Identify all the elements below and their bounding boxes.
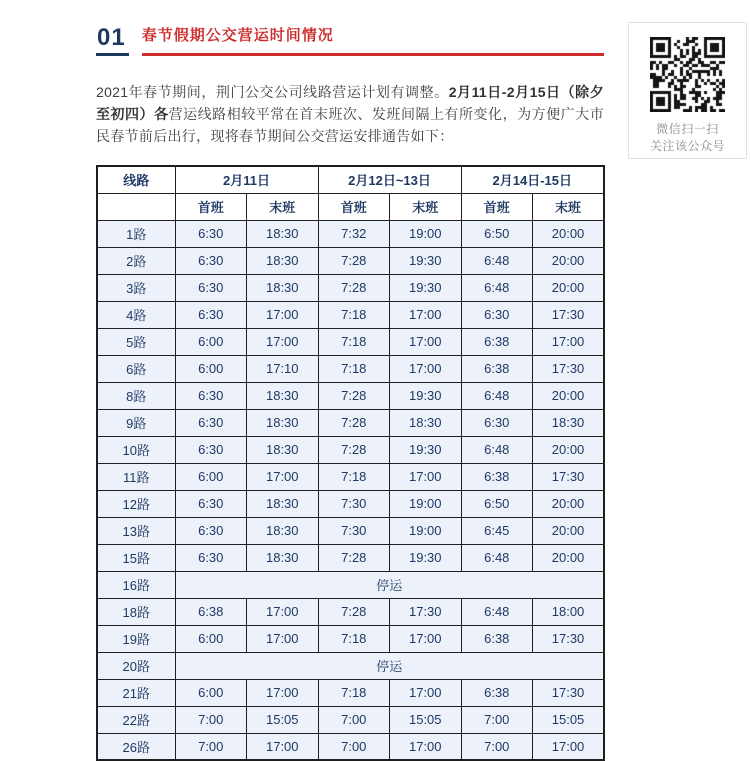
- table-row: [97, 706, 604, 733]
- time-cell: 18:30: [247, 220, 319, 247]
- time-cell: 7:18: [318, 463, 390, 490]
- time-cell: 17:30: [533, 301, 605, 328]
- time-cell: 17:00: [390, 328, 462, 355]
- time-cell: 6:30: [175, 274, 247, 301]
- table-row: [97, 517, 604, 544]
- time-cell: 6:38: [461, 355, 533, 382]
- time-cell: 19:30: [390, 382, 462, 409]
- qr-code-panel: [628, 22, 747, 159]
- table-row: [97, 301, 604, 328]
- time-cell: 17:00: [390, 355, 462, 382]
- time-cell: 6:00: [175, 355, 247, 382]
- qr-caption: [650, 121, 725, 155]
- qr-caption-line2: 关注该公众号: [649, 139, 725, 153]
- route-cell: 15路: [97, 544, 175, 571]
- time-cell: 17:30: [533, 355, 605, 382]
- time-cell: 20:00: [533, 382, 605, 409]
- time-cell: 6:38: [461, 328, 533, 355]
- time-cell: 6:00: [175, 679, 247, 706]
- table-row: [97, 409, 604, 436]
- time-cell: 6:30: [175, 220, 247, 247]
- time-cell: 6:00: [175, 625, 247, 652]
- route-cell: 5路: [97, 328, 175, 355]
- time-cell: 7:28: [318, 544, 390, 571]
- section-number-block: [96, 26, 129, 56]
- time-cell: 7:00: [175, 706, 247, 733]
- time-cell: 7:32: [318, 220, 390, 247]
- qr-caption-line1: 微信扫一扫: [656, 122, 719, 136]
- route-cell: 26路: [97, 733, 175, 760]
- route-subheader-spacer: [97, 193, 175, 220]
- qr-code: [650, 37, 725, 112]
- time-cell: 17:00: [533, 328, 605, 355]
- time-cell: 19:30: [390, 274, 462, 301]
- time-cell: 17:00: [247, 598, 319, 625]
- time-cell: 18:30: [533, 409, 605, 436]
- route-cell: 19路: [97, 625, 175, 652]
- time-cell: 6:30: [175, 247, 247, 274]
- intro-text-post: 营运线路相较平常在首末班次、发班间隔上有所变化，为方便广大市民春节前后出行，现将春节期间公交营运安排通告如下：: [96, 106, 605, 144]
- time-cell: 6:38: [461, 463, 533, 490]
- section-title-block: [142, 24, 604, 56]
- intro-paragraph: [96, 81, 604, 147]
- time-cell: 17:30: [533, 679, 605, 706]
- time-cell: 17:00: [247, 301, 319, 328]
- section-header: [96, 24, 604, 56]
- time-cell: 7:18: [318, 328, 390, 355]
- table-row: [97, 544, 604, 571]
- last-bus-header: 末班: [533, 193, 605, 220]
- table-row: [97, 652, 604, 679]
- time-cell: 7:30: [318, 490, 390, 517]
- table-row: [97, 571, 604, 598]
- time-cell: 18:30: [247, 436, 319, 463]
- time-cell: 18:30: [247, 409, 319, 436]
- section-number: 01: [97, 24, 126, 51]
- time-cell: 17:00: [390, 679, 462, 706]
- time-cell: 18:00: [533, 598, 605, 625]
- time-cell: 19:30: [390, 436, 462, 463]
- table-row: [97, 625, 604, 652]
- time-cell: 18:30: [390, 409, 462, 436]
- time-cell: 17:30: [390, 598, 462, 625]
- time-cell: 18:30: [247, 274, 319, 301]
- last-bus-header: 末班: [390, 193, 462, 220]
- route-cell: 9路: [97, 409, 175, 436]
- time-cell: 18:30: [247, 517, 319, 544]
- suspended-cell: 停运: [175, 571, 604, 598]
- time-cell: 18:30: [247, 490, 319, 517]
- table-row: [97, 220, 604, 247]
- table-row: [97, 463, 604, 490]
- time-cell: 19:00: [390, 220, 462, 247]
- table-row: [97, 598, 604, 625]
- time-cell: 7:18: [318, 679, 390, 706]
- time-cell: 6:48: [461, 247, 533, 274]
- time-cell: 6:00: [175, 463, 247, 490]
- time-cell: 7:18: [318, 625, 390, 652]
- time-cell: 6:50: [461, 220, 533, 247]
- time-cell: 17:00: [390, 301, 462, 328]
- route-cell: 18路: [97, 598, 175, 625]
- bus-schedule-table: [96, 165, 605, 761]
- time-cell: 7:28: [318, 382, 390, 409]
- table-row: [97, 382, 604, 409]
- time-cell: 6:48: [461, 598, 533, 625]
- time-cell: 7:28: [318, 274, 390, 301]
- time-cell: 6:30: [175, 382, 247, 409]
- time-cell: 6:30: [461, 301, 533, 328]
- time-cell: 17:00: [390, 625, 462, 652]
- time-cell: 20:00: [533, 517, 605, 544]
- time-cell: 20:00: [533, 544, 605, 571]
- route-cell: 11路: [97, 463, 175, 490]
- route-column-header: 线路: [97, 166, 175, 193]
- table-row: [97, 274, 604, 301]
- date-group-header: 2月12日~13日: [318, 166, 461, 193]
- time-cell: 7:00: [318, 706, 390, 733]
- time-cell: 6:50: [461, 490, 533, 517]
- time-cell: 20:00: [533, 274, 605, 301]
- time-cell: 6:48: [461, 382, 533, 409]
- time-cell: 20:00: [533, 247, 605, 274]
- table-row: [97, 247, 604, 274]
- first-bus-header: 首班: [175, 193, 247, 220]
- time-cell: 17:00: [247, 679, 319, 706]
- table-row: [97, 355, 604, 382]
- route-cell: 22路: [97, 706, 175, 733]
- table-row: [97, 733, 604, 760]
- time-cell: 17:00: [533, 733, 605, 760]
- route-cell: 13路: [97, 517, 175, 544]
- time-cell: 7:00: [461, 706, 533, 733]
- time-cell: 7:28: [318, 436, 390, 463]
- time-cell: 15:05: [390, 706, 462, 733]
- table-row: [97, 328, 604, 355]
- table-row: [97, 436, 604, 463]
- time-cell: 17:00: [390, 733, 462, 760]
- time-cell: 6:38: [175, 598, 247, 625]
- time-cell: 18:30: [247, 247, 319, 274]
- time-cell: 17:00: [247, 463, 319, 490]
- time-cell: 7:00: [318, 733, 390, 760]
- time-cell: 20:00: [533, 436, 605, 463]
- time-cell: 6:38: [461, 679, 533, 706]
- time-cell: 7:28: [318, 598, 390, 625]
- time-cell: 19:30: [390, 247, 462, 274]
- table-header-row-dates: [97, 166, 604, 193]
- time-cell: 6:48: [461, 544, 533, 571]
- schedule-table-body: [97, 220, 604, 760]
- route-cell: 6路: [97, 355, 175, 382]
- time-cell: 7:00: [461, 733, 533, 760]
- time-cell: 7:00: [175, 733, 247, 760]
- time-cell: 20:00: [533, 490, 605, 517]
- time-cell: 19:00: [390, 517, 462, 544]
- route-cell: 3路: [97, 274, 175, 301]
- suspended-cell: 停运: [175, 652, 604, 679]
- time-cell: 6:48: [461, 274, 533, 301]
- route-cell: 8路: [97, 382, 175, 409]
- date-group-header: 2月14日-15日: [461, 166, 604, 193]
- time-cell: 6:48: [461, 436, 533, 463]
- route-cell: 16路: [97, 571, 175, 598]
- time-cell: 17:00: [247, 733, 319, 760]
- schedule-table-head: [97, 166, 604, 220]
- time-cell: 7:18: [318, 355, 390, 382]
- time-cell: 18:30: [247, 544, 319, 571]
- time-cell: 6:30: [175, 544, 247, 571]
- time-cell: 15:05: [533, 706, 605, 733]
- time-cell: 7:18: [318, 301, 390, 328]
- time-cell: 17:30: [533, 625, 605, 652]
- route-cell: 10路: [97, 436, 175, 463]
- time-cell: 17:00: [247, 625, 319, 652]
- table-row: [97, 490, 604, 517]
- time-cell: 17:10: [247, 355, 319, 382]
- last-bus-header: 末班: [247, 193, 319, 220]
- time-cell: 20:00: [533, 220, 605, 247]
- time-cell: 6:45: [461, 517, 533, 544]
- time-cell: 17:30: [533, 463, 605, 490]
- time-cell: 6:30: [175, 409, 247, 436]
- time-cell: 6:30: [175, 436, 247, 463]
- time-cell: 6:30: [175, 517, 247, 544]
- route-cell: 21路: [97, 679, 175, 706]
- route-cell: 4路: [97, 301, 175, 328]
- route-cell: 1路: [97, 220, 175, 247]
- route-cell: 12路: [97, 490, 175, 517]
- section-title: 春节假期公交营运时间情况: [141, 27, 334, 44]
- table-header-row-subheaders: [97, 193, 604, 220]
- time-cell: 6:00: [175, 328, 247, 355]
- intro-text-pre: 2021年春节期间，荆门公交公司线路营运计划有调整。: [96, 84, 449, 100]
- time-cell: 18:30: [247, 382, 319, 409]
- time-cell: 17:00: [390, 463, 462, 490]
- time-cell: 6:30: [461, 409, 533, 436]
- time-cell: 17:00: [247, 328, 319, 355]
- time-cell: 6:30: [175, 301, 247, 328]
- date-group-header: 2月11日: [175, 166, 318, 193]
- route-cell: 20路: [97, 652, 175, 679]
- route-cell: 2路: [97, 247, 175, 274]
- time-cell: 19:00: [390, 490, 462, 517]
- time-cell: 7:28: [318, 409, 390, 436]
- time-cell: 15:05: [247, 706, 319, 733]
- table-row: [97, 679, 604, 706]
- time-cell: 6:38: [461, 625, 533, 652]
- first-bus-header: 首班: [318, 193, 390, 220]
- time-cell: 7:28: [318, 247, 390, 274]
- article-content: [96, 24, 604, 761]
- first-bus-header: 首班: [461, 193, 533, 220]
- intro-text-bold: 2月11日-2月15日（除夕至初四）各: [96, 84, 604, 122]
- time-cell: 7:30: [318, 517, 390, 544]
- time-cell: 6:30: [175, 490, 247, 517]
- time-cell: 19:30: [390, 544, 462, 571]
